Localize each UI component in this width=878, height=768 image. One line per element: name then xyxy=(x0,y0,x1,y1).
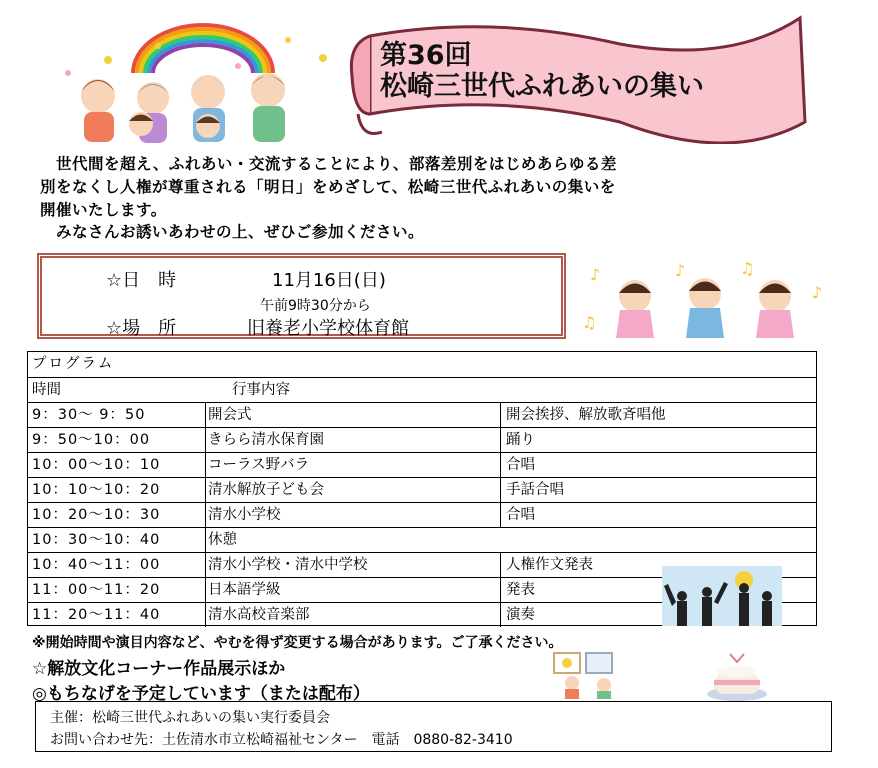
row-event: 日本語学級 xyxy=(206,578,501,602)
exhibition-note: ☆解放文化コーナー作品展示ほか xyxy=(32,659,286,679)
row-time: 10：10～10：20 xyxy=(28,478,206,502)
intro-line-3: 開催いたします。 xyxy=(40,201,167,219)
event-title xyxy=(380,40,704,102)
row-detail: 合唱 xyxy=(506,457,535,473)
intro-line-4: みなさんお誘いあわせの上、ぜひご参加ください。 xyxy=(56,223,425,241)
row-event: 清水解放子ども会 xyxy=(206,478,501,502)
table-row xyxy=(28,427,816,452)
change-notice: ※開始時間や演目内容など、やむを得ず変更する場合があります。ご了承ください。 xyxy=(32,635,563,651)
svg-text:♪: ♪ xyxy=(675,261,686,280)
row-event: 休憩 xyxy=(208,532,237,548)
table-row xyxy=(28,452,816,477)
organizer-box xyxy=(35,701,832,752)
row-event: 清水小学校・清水中学校 xyxy=(206,553,501,577)
mochi-cake-illustration xyxy=(702,650,772,702)
concert-silhouette-illustration xyxy=(662,566,782,626)
event-title-name: 松崎三世代ふれあいの集い xyxy=(380,71,704,102)
program-header-row xyxy=(28,377,816,402)
start-time: 午前9時30分から xyxy=(260,298,371,314)
place-value: 旧養老小学校体育館 xyxy=(247,318,409,339)
organizer-text: 主催：松崎三世代ふれあいの集い実行委員会 xyxy=(50,710,330,726)
contact-text: お問い合わせ先：土佐清水市立松崎福祉センター 電話 0880-82-3410 xyxy=(50,732,513,748)
table-row xyxy=(28,402,816,427)
art-exhibition-illustration xyxy=(552,651,632,699)
dancing-children-illustration xyxy=(580,258,830,346)
row-detail: 手話合唱 xyxy=(506,482,564,498)
date-value: 11月16日(日) xyxy=(272,270,386,291)
row-time: 10：30～10：40 xyxy=(28,528,206,552)
svg-text:♪: ♪ xyxy=(590,265,601,284)
row-event: 清水小学校 xyxy=(206,503,501,527)
mochinage-note: ◎もちなげを予定しています（または配布） xyxy=(32,684,370,704)
table-row xyxy=(28,527,816,552)
intro-line-1: 世代間を超え、ふれあい・交流することにより、部落差別をはじめあらゆる差 xyxy=(56,155,617,173)
row-event: きらら清水保育園 xyxy=(206,428,501,452)
table-row xyxy=(28,502,816,527)
row-time: 10：20～10：30 xyxy=(28,503,206,527)
row-time: 9：50～10：00 xyxy=(28,428,206,452)
row-event: 開会式 xyxy=(206,403,501,427)
header-time: 時間 xyxy=(32,382,61,398)
row-time: 11：00～11：20 xyxy=(28,578,206,602)
date-label: ☆日 時 xyxy=(106,270,177,291)
row-event: 清水高校音楽部 xyxy=(206,603,501,627)
row-time: 11：20～11：40 xyxy=(28,603,206,627)
svg-text:♪: ♪ xyxy=(812,283,823,302)
place-label: ☆場 所 xyxy=(106,318,177,339)
table-row xyxy=(28,477,816,502)
program-title-row xyxy=(28,352,816,377)
header-event: 行事内容 xyxy=(232,382,290,398)
program-title: プログラム xyxy=(32,356,115,372)
row-detail: 開会挨拶、解放歌斉唱他 xyxy=(506,407,666,423)
row-detail: 合唱 xyxy=(506,507,535,523)
row-detail: 演奏 xyxy=(506,607,535,623)
svg-text:♫: ♫ xyxy=(582,313,597,332)
row-time: 9：30～ 9：50 xyxy=(28,403,206,427)
row-time: 10：00～10：10 xyxy=(28,453,206,477)
row-time: 10：40～11：00 xyxy=(28,553,206,577)
event-info-box xyxy=(37,253,566,339)
event-title-edition: 第36回 xyxy=(380,40,472,71)
row-detail: 人権作文発表 xyxy=(506,557,593,573)
family-rainbow-illustration xyxy=(38,18,338,148)
svg-text:♫: ♫ xyxy=(740,259,755,278)
row-detail: 発表 xyxy=(506,582,535,598)
intro-line-2: 別をなくし人権が尊重される「明日」をめざして、松崎三世代ふれあいの集いを xyxy=(40,178,616,196)
row-event: コーラス野バラ xyxy=(206,453,501,477)
row-detail: 踊り xyxy=(506,432,535,448)
